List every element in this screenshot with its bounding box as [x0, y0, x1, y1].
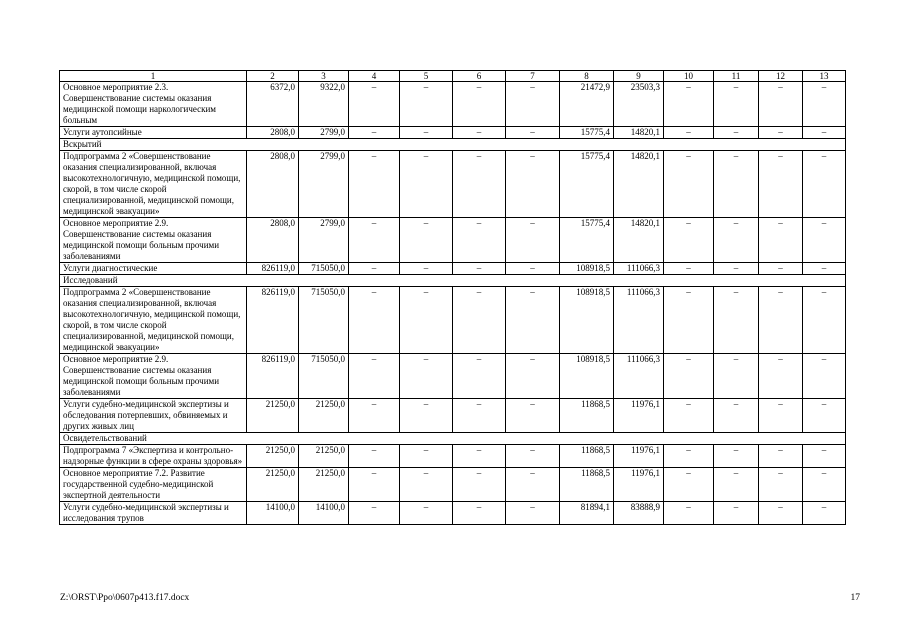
- table-cell: 108918,5: [560, 354, 614, 399]
- table-cell: –: [714, 354, 759, 399]
- table-cell: –: [714, 445, 759, 468]
- section-row: [60, 139, 846, 151]
- page-number: 17: [850, 593, 860, 603]
- column-header: 8: [560, 71, 614, 82]
- table-cell: –: [664, 445, 714, 468]
- table-cell: –: [400, 151, 453, 218]
- table-cell: –: [759, 218, 803, 263]
- table-row: [60, 151, 846, 218]
- table-cell: –: [349, 82, 400, 127]
- table-cell: –: [714, 399, 759, 433]
- table-row: [60, 502, 846, 525]
- column-header: 9: [614, 71, 664, 82]
- table-cell: –: [349, 151, 400, 218]
- section-label: Исследований: [60, 275, 846, 287]
- table-cell: –: [664, 287, 714, 354]
- table-cell: 21250,0: [299, 399, 349, 433]
- column-header: 12: [759, 71, 803, 82]
- row-label: Услуги судебно-медицинской экспертизы и обследования потерпевших, обвиняемых и других живых лиц: [60, 399, 247, 433]
- table-cell: –: [803, 502, 846, 525]
- table-cell: –: [400, 445, 453, 468]
- table-cell: –: [349, 399, 400, 433]
- table-cell: 21250,0: [299, 445, 349, 468]
- table-cell: 826119,0: [247, 287, 299, 354]
- table-cell: –: [759, 151, 803, 218]
- column-header: 7: [506, 71, 560, 82]
- row-label: Услуги судебно-медицинской экспертизы и исследования трупов: [60, 502, 247, 525]
- table-cell: 21250,0: [247, 445, 299, 468]
- table-cell: 83888,9: [614, 502, 664, 525]
- table-cell: –: [453, 287, 506, 354]
- table-cell: –: [803, 82, 846, 127]
- table-cell: 2799,0: [299, 127, 349, 139]
- table-row: [60, 468, 846, 502]
- table-cell: 11868,5: [560, 399, 614, 433]
- table-cell: –: [803, 263, 846, 275]
- table-cell: –: [506, 445, 560, 468]
- table-cell: –: [453, 354, 506, 399]
- table-cell: 6372,0: [247, 82, 299, 127]
- table-cell: 21250,0: [299, 468, 349, 502]
- table-cell: –: [349, 468, 400, 502]
- table-cell: –: [803, 445, 846, 468]
- table-cell: –: [506, 127, 560, 139]
- table-cell: 826119,0: [247, 354, 299, 399]
- table-cell: –: [453, 399, 506, 433]
- table-cell: –: [453, 263, 506, 275]
- table-row: [60, 287, 846, 354]
- table-row: [60, 445, 846, 468]
- table-cell: –: [664, 82, 714, 127]
- table-cell: 2808,0: [247, 218, 299, 263]
- table-cell: –: [664, 127, 714, 139]
- table-cell: –: [803, 218, 846, 263]
- table-cell: –: [400, 218, 453, 263]
- table-cell: –: [506, 287, 560, 354]
- row-label: Основное мероприятие 7.2. Развитие государственной судебно-медицинской экспертной деятельности: [60, 468, 247, 502]
- column-header: 13: [803, 71, 846, 82]
- table-cell: –: [506, 263, 560, 275]
- table-cell: –: [506, 502, 560, 525]
- table-cell: –: [759, 399, 803, 433]
- table-cell: 14820,1: [614, 127, 664, 139]
- row-label: Услуги аутопсийные: [60, 127, 247, 139]
- table-cell: –: [759, 263, 803, 275]
- document-path: Z:\ORST\Ppo\0607p413.f17.docx: [60, 593, 190, 603]
- table-cell: –: [803, 354, 846, 399]
- table-cell: –: [664, 502, 714, 525]
- table-cell: –: [506, 354, 560, 399]
- table-cell: –: [506, 399, 560, 433]
- table-cell: –: [506, 218, 560, 263]
- table-cell: –: [714, 263, 759, 275]
- table-cell: 715050,0: [299, 287, 349, 354]
- table-cell: –: [400, 354, 453, 399]
- table-cell: –: [349, 263, 400, 275]
- table-row: [60, 263, 846, 275]
- table-cell: –: [506, 151, 560, 218]
- table-cell: –: [349, 502, 400, 525]
- table-cell: 9322,0: [299, 82, 349, 127]
- table-cell: –: [349, 218, 400, 263]
- table-cell: 108918,5: [560, 263, 614, 275]
- table-cell: 11868,5: [560, 468, 614, 502]
- table-cell: 15775,4: [560, 218, 614, 263]
- column-header: 4: [349, 71, 400, 82]
- table-cell: –: [664, 263, 714, 275]
- table-cell: 111066,3: [614, 263, 664, 275]
- table-cell: 15775,4: [560, 151, 614, 218]
- table-cell: –: [803, 468, 846, 502]
- table-cell: 11976,1: [614, 399, 664, 433]
- table-cell: 11976,1: [614, 468, 664, 502]
- table-cell: 715050,0: [299, 354, 349, 399]
- table-cell: –: [400, 287, 453, 354]
- table-cell: 11976,1: [614, 445, 664, 468]
- column-header: 11: [714, 71, 759, 82]
- table-cell: –: [759, 287, 803, 354]
- table-header-row: [60, 71, 846, 82]
- table-cell: –: [453, 468, 506, 502]
- row-label: Подпрограмма 2 «Совершенствование оказания специализированной, включая высокотехнологичную, медицинской помощи, скорой, в том числе скорой специализированной, медицинской помощи, медицинской эвакуации»: [60, 151, 247, 218]
- table-cell: –: [714, 468, 759, 502]
- row-label: Подпрограмма 7 «Экспертиза и контрольно-надзорные функции в сфере охраны здоровья»: [60, 445, 247, 468]
- table-cell: –: [400, 82, 453, 127]
- row-label: Услуги диагностические: [60, 263, 247, 275]
- table-cell: –: [400, 468, 453, 502]
- row-label: Основное мероприятие 2.9. Совершенствование системы оказания медицинской помощи больным прочими заболеваниями: [60, 354, 247, 399]
- table-cell: 21472,9: [560, 82, 614, 127]
- table-cell: –: [759, 502, 803, 525]
- table-cell: 15775,4: [560, 127, 614, 139]
- table-cell: –: [664, 354, 714, 399]
- table-cell: –: [400, 127, 453, 139]
- table-row: [60, 354, 846, 399]
- table-cell: –: [714, 127, 759, 139]
- table-cell: –: [506, 82, 560, 127]
- section-row: [60, 433, 846, 445]
- table-cell: –: [759, 354, 803, 399]
- table-cell: –: [453, 82, 506, 127]
- table-cell: 81894,1: [560, 502, 614, 525]
- column-header: 10: [664, 71, 714, 82]
- table-cell: –: [664, 218, 714, 263]
- table-cell: –: [803, 151, 846, 218]
- column-header: 2: [247, 71, 299, 82]
- table-cell: –: [714, 502, 759, 525]
- table-cell: –: [400, 502, 453, 525]
- table-cell: 21250,0: [247, 399, 299, 433]
- table-cell: –: [714, 218, 759, 263]
- column-header: 3: [299, 71, 349, 82]
- table-cell: –: [400, 263, 453, 275]
- section-label: Освидетельствований: [60, 433, 846, 445]
- table-cell: 11868,5: [560, 445, 614, 468]
- table-row: [60, 82, 846, 127]
- table-cell: –: [714, 82, 759, 127]
- table-cell: 2808,0: [247, 127, 299, 139]
- table-cell: 14820,1: [614, 218, 664, 263]
- column-header: 6: [453, 71, 506, 82]
- table-cell: 21250,0: [247, 468, 299, 502]
- table-cell: 14820,1: [614, 151, 664, 218]
- table-cell: –: [803, 127, 846, 139]
- table-cell: –: [714, 151, 759, 218]
- table-cell: 108918,5: [560, 287, 614, 354]
- table-cell: –: [506, 468, 560, 502]
- data-table: [59, 70, 846, 525]
- table-cell: 715050,0: [299, 263, 349, 275]
- table-cell: –: [453, 218, 506, 263]
- column-header: 1: [60, 71, 247, 82]
- table-cell: 2799,0: [299, 218, 349, 263]
- table-row: [60, 127, 846, 139]
- table-cell: –: [453, 151, 506, 218]
- table-cell: –: [803, 399, 846, 433]
- table-cell: –: [453, 445, 506, 468]
- table-cell: –: [453, 502, 506, 525]
- table-cell: –: [349, 354, 400, 399]
- table-cell: 14100,0: [247, 502, 299, 525]
- table-cell: 14100,0: [299, 502, 349, 525]
- column-header: 5: [400, 71, 453, 82]
- table-cell: –: [803, 287, 846, 354]
- row-label: Основное мероприятие 2.3. Совершенствование системы оказания медицинской помощи наркологическим больным: [60, 82, 247, 127]
- table-cell: –: [664, 468, 714, 502]
- table-row: [60, 218, 846, 263]
- table-cell: –: [759, 82, 803, 127]
- table-cell: 2808,0: [247, 151, 299, 218]
- table-cell: –: [400, 399, 453, 433]
- row-label: Основное мероприятие 2.9. Совершенствование системы оказания медицинской помощи больным прочими заболеваниями: [60, 218, 247, 263]
- table-cell: 111066,3: [614, 354, 664, 399]
- table-cell: –: [664, 151, 714, 218]
- table-cell: 2799,0: [299, 151, 349, 218]
- table-cell: –: [759, 468, 803, 502]
- table-cell: –: [349, 127, 400, 139]
- table-cell: –: [349, 445, 400, 468]
- table-cell: 111066,3: [614, 287, 664, 354]
- table-cell: –: [664, 399, 714, 433]
- table-cell: 826119,0: [247, 263, 299, 275]
- table-cell: –: [759, 127, 803, 139]
- table-cell: –: [714, 287, 759, 354]
- table-row: [60, 399, 846, 433]
- table-cell: 23503,3: [614, 82, 664, 127]
- table-cell: –: [453, 127, 506, 139]
- table-cell: –: [759, 445, 803, 468]
- section-row: [60, 275, 846, 287]
- row-label: Подпрограмма 2 «Совершенствование оказания специализированной, включая высокотехнологичную, медицинской помощи, скорой, в том числе скорой специализированной, медицинской помощи, медицинской эвакуации»: [60, 287, 247, 354]
- section-label: Вскрытий: [60, 139, 846, 151]
- table-cell: –: [349, 287, 400, 354]
